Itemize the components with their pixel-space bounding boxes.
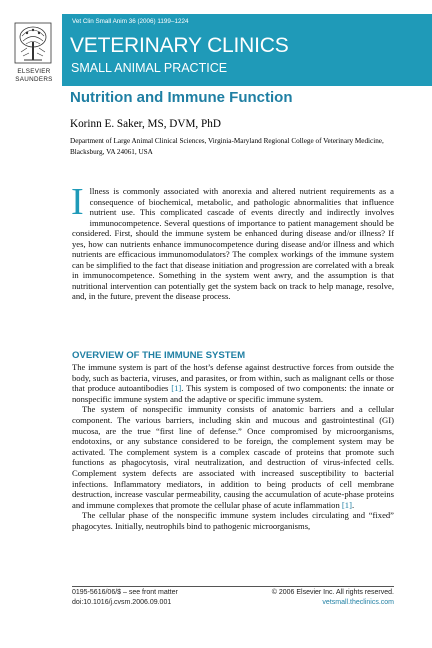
reference-link[interactable]: [1] bbox=[341, 499, 352, 510]
journal-title: VETERINARY CLINICS bbox=[70, 34, 289, 57]
publisher-name-line2: SAUNDERS bbox=[15, 76, 53, 83]
abstract-text: llness is commonly associated with anorexia and altered nutrient requirements as a consequence of biochemical, metabolic, and pathologic abnormalities that influence nutrient use. This complicated cascade of events directly and indirectly involves immunocompetence. Several questions of importance to patient management should be considered. First, should the immune system be enhanced during disease and/or illness? If yes, how can nutrients enhance immunocompetence during disease and/or illness and which nutrients are efficacious immunomodulators? The complex workings of the immune system can be simplified to the fact that disease initiation and progression are correlated with a break in immunocompetence. Something in the system went awry, and the assumption is that nutritional intervention can potentially get the system back on track to help manage, resolve, and, in the future, prevent the disease process. bbox=[72, 186, 394, 302]
section-heading: OVERVIEW OF THE IMMUNE SYSTEM bbox=[72, 350, 246, 361]
abstract-paragraph bbox=[71, 181, 394, 336]
publisher-logo bbox=[8, 18, 60, 88]
paragraph-2: The system of nonspecific immunity consists of anatomic barriers and a cellular component. The various barriers, including skin and mucous and gastrointestinal (GI) mucosa, are the true “first line of defense.” Once compromised by microorganisms, endotoxins, or any substance considered to be foreign, the complement system may be activated. The complement system is a complex cascade of proteins that promote such functions as phagocytosis, viral neutralization, and destruction of virus-infected cells. Complement system defects are associated with increased susceptibility to bacterial infections. Inflammatory mediators, in addition to being products of cell membrane destruction, increase vascular permeability, causing the accumulation of acute-phase proteins and immune complexes that promote the cellular phase of acute inflammation [1]. bbox=[72, 404, 394, 510]
author-affiliation: Department of Large Animal Clinical Sciences, Virginia-Maryland Regional College of Veterinary Medicine, Blacksburg, VA 24061, USA bbox=[70, 137, 384, 156]
author-line: Korinn E. Saker, MS, DVM, PhD bbox=[70, 118, 221, 130]
journal-citation: Vet Clin Small Anim 36 (2006) 1199–1224 bbox=[72, 18, 189, 25]
footer-doi[interactable]: doi:10.1016/j.cvsm.2006.09.001 bbox=[72, 599, 172, 606]
drop-cap: I bbox=[71, 181, 84, 223]
paragraph-3: The cellular phase of the nonspecific immune system includes circulating and “fixed” phagocytes. Initially, neutrophils bind to pathogenic microorganisms, bbox=[72, 510, 394, 531]
footer-website[interactable]: vetsmall.theclinics.com bbox=[322, 599, 394, 606]
footer-copyright: © 2006 Elsevier Inc. All rights reserved. bbox=[271, 589, 394, 596]
reference-link[interactable]: [1] bbox=[171, 383, 182, 394]
footer-issn: 0195-5616/06/$ – see front matter bbox=[72, 589, 178, 596]
journal-banner bbox=[62, 14, 432, 86]
elsevier-tree-icon bbox=[14, 22, 52, 64]
footer-divider bbox=[72, 586, 394, 587]
paragraph-1: The immune system is part of the host’s defense against destructive forces from outside the body, such as bacteria, viruses, and parasites, or from within, such as malignant cells or those that produce autoantibodies [1]. This system is composed of two components: the innate or nonspecific immune system and the adaptive or specific immune system. bbox=[72, 362, 394, 404]
journal-subtitle: SMALL ANIMAL PRACTICE bbox=[71, 61, 228, 75]
article-title: Nutrition and Immune Function bbox=[70, 89, 293, 106]
publisher-name-line1: ELSEVIER bbox=[17, 68, 51, 75]
section-body bbox=[72, 362, 394, 584]
